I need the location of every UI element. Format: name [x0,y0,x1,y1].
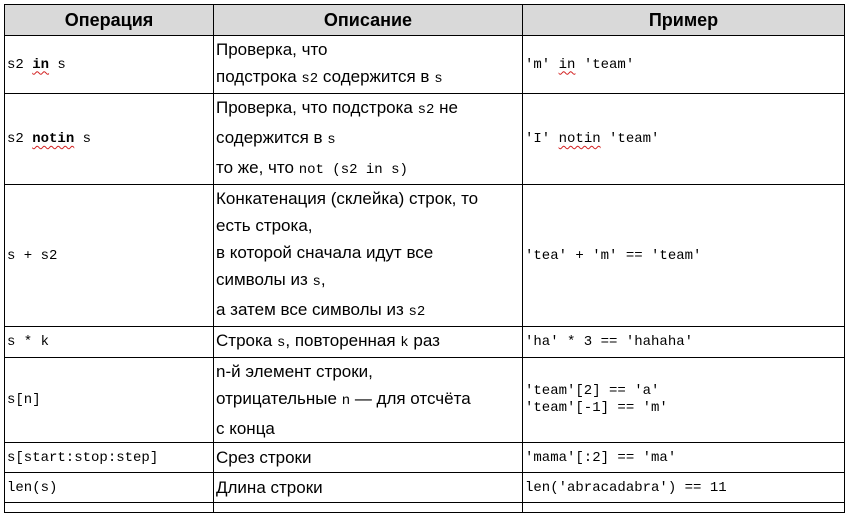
description-line: n-й элемент строки, [216,362,373,381]
description-line: символы из s, [216,270,326,290]
example-cell: 'I' notin 'team' [523,94,845,185]
description-line: Проверка, что [216,40,328,59]
header-example: Пример [523,5,845,36]
example-cell: 'mama'[:2] == 'ma' [523,443,845,473]
operation-cell: s2 notin s [5,94,214,185]
example-cell [523,358,845,443]
description-cell [214,473,523,503]
description-cell [214,36,523,94]
header-row [5,5,845,36]
description-line: отрицательные n — для отсчёта [216,389,471,409]
example-line: 'team'[-1] == 'm' [525,400,668,416]
table-row [5,185,845,327]
description-line: а затем все символы из s2 [216,300,426,320]
empty-cell [523,503,845,513]
example-cell: 'tea' + 'm' == 'team' [523,185,845,327]
table-row [5,36,845,94]
table-row [5,443,845,473]
description-line: содержится в s [216,128,336,148]
description-line: в которой сначала идут все [216,243,434,262]
table-row [5,327,845,358]
description-line: то же, что not (s2 in s) [216,158,408,178]
description-cell [214,443,523,473]
example-cell: 'm' in 'team' [523,36,845,94]
description-line: Строка s, повторенная k раз [216,331,440,351]
header-operation: Операция [5,5,214,36]
example-cell: len('abracadabra') == 11 [523,473,845,503]
description-line: Конкатенация (склейка) строк, то [216,189,479,208]
empty-cell [5,503,214,513]
table-row [5,358,845,443]
keyword: notin [32,131,75,147]
description-line: с конца [216,419,275,438]
description-line: есть строка, [216,216,313,235]
operation-cell: s[start:stop:step] [5,443,214,473]
example-cell: 'ha' * 3 == 'hahaha' [523,327,845,358]
header-description: Описание [214,5,523,36]
empty-cell [214,503,523,513]
example-line: 'team'[2] == 'a' [525,383,660,399]
description-line: подстрока s2 содержится в s [216,67,443,87]
description-cell [214,358,523,443]
description-line: Проверка, что подстрока s2 не [216,98,458,118]
operation-cell: s2 in s [5,36,214,94]
string-operations-table [4,4,845,513]
operation-cell: s[n] [5,358,214,443]
description-line: Длина строки [216,478,323,497]
table-row-empty [5,503,845,513]
table-row [5,94,845,185]
description-cell [214,327,523,358]
table-row [5,473,845,503]
description-cell [214,94,523,185]
keyword: in [32,56,50,73]
description-line: Срез строки [216,448,312,467]
operation-cell: s + s2 [5,185,214,327]
operation-cell: s * k [5,327,214,358]
description-cell [214,185,523,327]
operation-cell: len(s) [5,473,214,503]
